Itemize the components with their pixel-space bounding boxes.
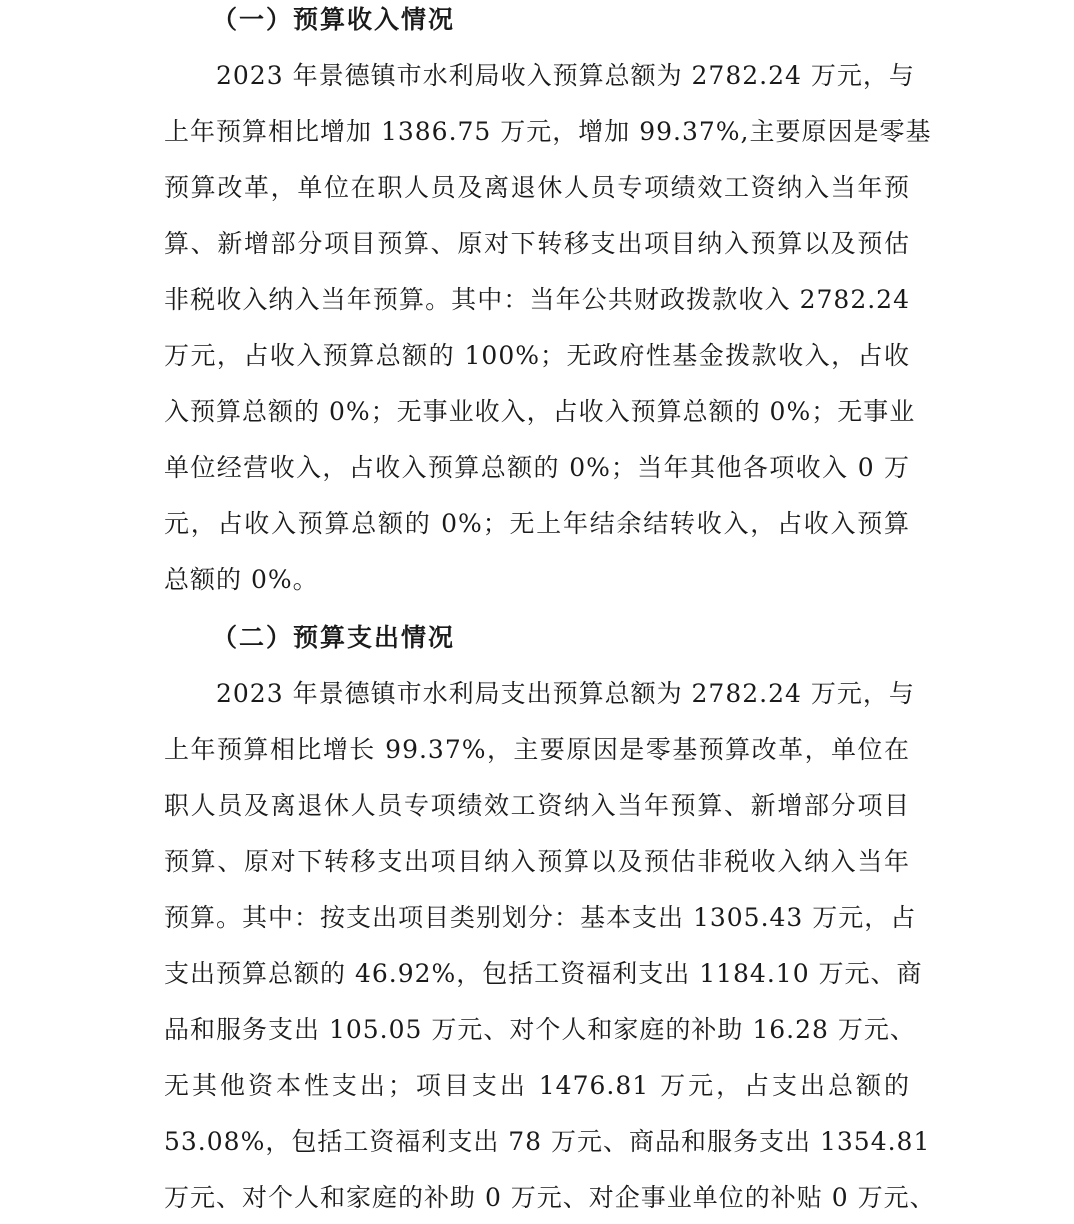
paragraph-line: 算、新增部分项目预算、原对下转移支出项目纳入预算以及预估: [164, 229, 910, 258]
paragraph-line: 无其他资本性支出；项目支出 1476.81 万元，占支出总额的: [164, 1071, 910, 1100]
section-heading-income: （一）预算收入情况: [212, 5, 456, 34]
paragraph-line: 元，占收入预算总额的 0%；无上年结余结转收入，占收入预算: [164, 509, 910, 538]
paragraph-line: 预算。其中：按支出项目类别划分：基本支出 1305.43 万元，占: [164, 903, 917, 932]
paragraph-line: 品和服务支出 105.05 万元、对个人和家庭的补助 16.28 万元、: [164, 1015, 916, 1044]
paragraph-line: 上年预算相比增长 99.37%，主要原因是零基预算改革，单位在: [164, 735, 910, 764]
paragraph-line: 万元，占收入预算总额的 100%；无政府性基金拨款收入，占收: [164, 341, 910, 370]
paragraph-line: 2023 年景德镇市水利局支出预算总额为 2782.24 万元，与: [216, 679, 915, 708]
paragraph-line: 单位经营收入，占收入预算总额的 0%；当年其他各项收入 0 万: [164, 453, 910, 482]
paragraph-line: 上年预算相比增加 1386.75 万元，增加 99.37%,主要原因是零基: [164, 117, 932, 146]
paragraph-line: 万元、对个人和家庭的补助 0 万元、对企事业单位的补贴 0 万元、: [164, 1183, 936, 1212]
paragraph-line: 2023 年景德镇市水利局收入预算总额为 2782.24 万元，与: [216, 61, 915, 90]
section-heading-expenditure: （二）预算支出情况: [212, 623, 456, 652]
paragraph-line: 预算、原对下转移支出项目纳入预算以及预估非税收入纳入当年: [164, 847, 910, 876]
paragraph-line: 非税收入纳入当年预算。其中：当年公共财政拨款收入 2782.24: [164, 285, 910, 314]
paragraph-line: 支出预算总额的 46.92%，包括工资福利支出 1184.10 万元、商: [164, 959, 923, 988]
paragraph-line: 职人员及离退休人员专项绩效工资纳入当年预算、新增部分项目: [164, 791, 910, 820]
paragraph-line: 53.08%，包括工资福利支出 78 万元、商品和服务支出 1354.81: [164, 1127, 931, 1156]
paragraph-line: 总额的 0%。: [164, 565, 319, 594]
paragraph-line: 入预算总额的 0%；无事业收入，占收入预算总额的 0%；无事业: [164, 397, 916, 426]
paragraph-line: 预算改革，单位在职人员及离退休人员专项绩效工资纳入当年预: [164, 173, 910, 202]
